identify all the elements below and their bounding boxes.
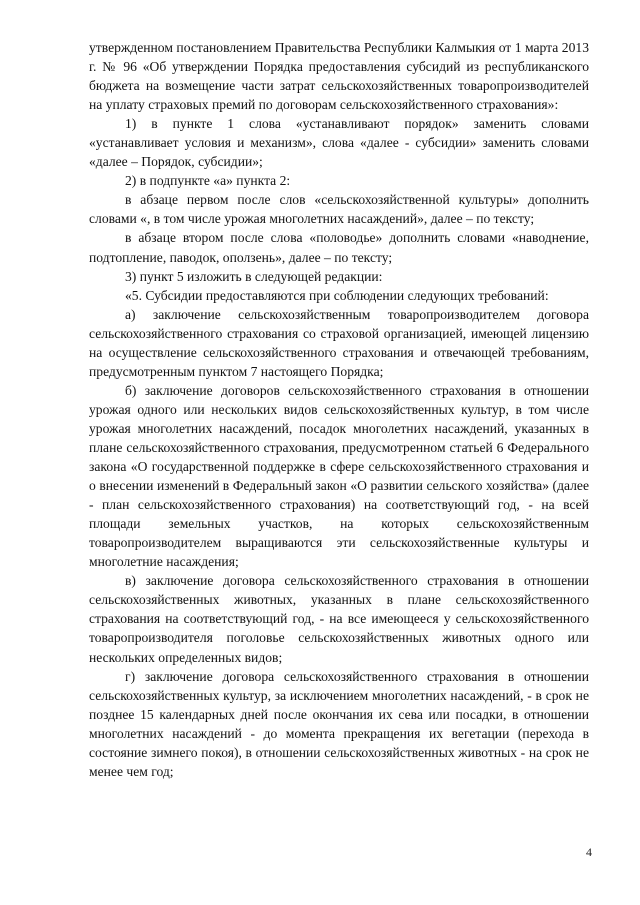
paragraph-subpoint-b: б) заключение договоров сельскохозяйственного страхования в отношении урожая одного или нескольких видов сельскохозяйственных культур, в том числе урожая многолетних насаждений, посадок многолетних насаждений, указанных в плане сельскохозяйственного страхования, предусмотренном статьей 6 Федерального закона «О государственной поддержке в сфере сельскохозяйственного страхования и о внесении изменений в Федеральный закон «О развитии сельского хозяйства» (далее - план сельскохозяйственного страхования) на соответствующий год, - на всей площади земельных участков, на которых сельскохозяйственным товаропроизводителем выращиваются эти сельскохозяйственные культуры и многолетние насаждения; [89,382,589,570]
paragraph-point-5: «5. Субсидии предоставляются при соблюдении следующих требований: [125,287,549,303]
paragraph-subpoint-v: в) заключение договора сельскохозяйственного страхования в отношении сельскохозяйственных животных, указанных в плане сельскохозяйственного страхования на соответствующий год, - на все имеющееся у сельскохозяйственного товаропроизводителя поголовье сельскохозяйственных животных одного или нескольких определенных видов; [89,573,589,665]
paragraph-item-1: 1) в пункте 1 слова «устанавливают порядок» заменить словами «устанавливает условия и механизм», слова «далее - субсидии» заменить словами «далее – Порядок, субсидии»; [89,116,589,170]
paragraph-item-2: 2) в подпункте «а» пункта 2: [125,173,291,189]
paragraph-item-2-abzac-1: в абзаце первом после слов «сельскохозяйственной культуры» дополнить словами «, в том числе урожая многолетних насаждений», далее – по тексту; [89,192,589,227]
page-number: 4 [586,845,592,859]
document-body [89,38,589,781]
paragraph-subpoint-a: а) заключение сельскохозяйственным товаропроизводителем договора сельскохозяйственного страхования со страховой организацией, имеющей лицензию на осуществление сельскохозяйственного страхования и отвечающей требованиям, предусмотренным пунктом 7 настоящего Порядка; [89,306,589,379]
paragraph-intro: утвержденном постановлением Правительства Республики Калмыкия от 1 марта 2013 г. № 96 «Об утверждении Порядка предоставления субсидий из республиканского бюджета на возмещение части затрат сельскохозяйственных товаропроизводителей на уплату страховых премий по договорам сельскохозяйственного страхования»: [89,40,589,113]
paragraph-item-3: 3) пункт 5 изложить в следующей редакции: [125,268,383,284]
paragraph-subpoint-g: г) заключение договора сельскохозяйственного страхования в отношении сельскохозяйственных культур, за исключением многолетних насаждений, - в срок не позднее 15 календарных дней после окончания их сева или посадки, в отношении многолетних насаждений - до момента прекращения их вегетации (перехода в состояние зимнего покоя), в отношении сельскохозяйственных животных - на срок не менее чем год; [89,668,589,779]
paragraph-item-2-abzac-2: в абзаце втором после слова «половодье» дополнить словами «наводнение, подтопление, паводок, оползень», далее – по тексту; [89,230,589,265]
